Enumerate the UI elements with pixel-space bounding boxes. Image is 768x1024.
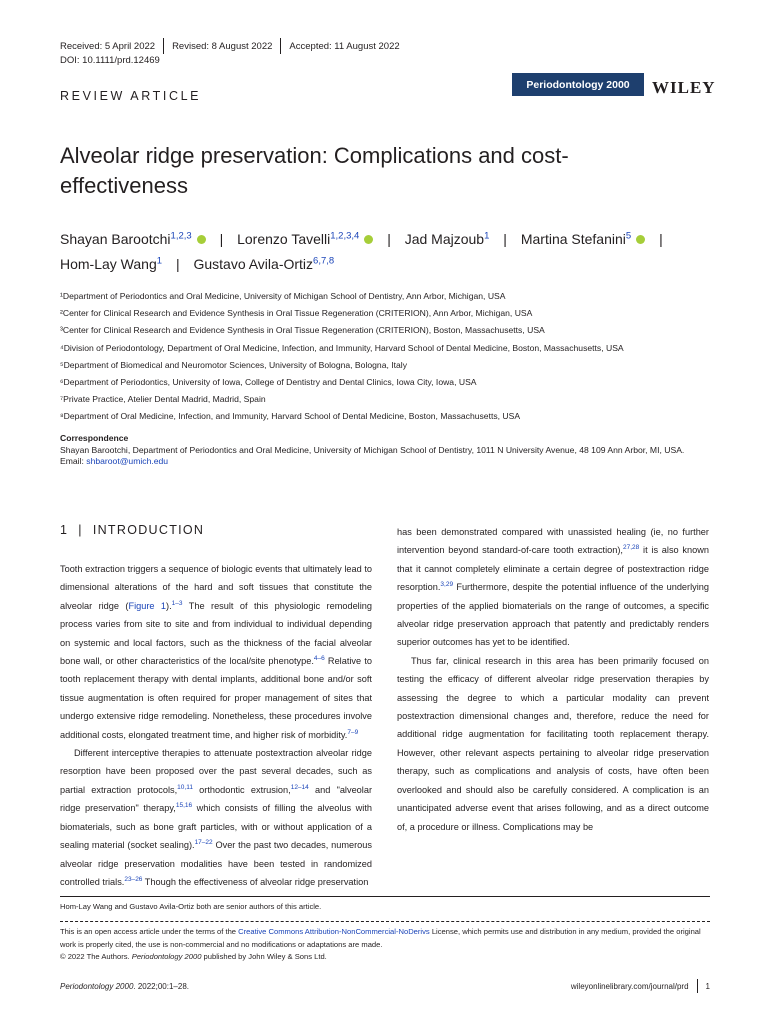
date-divider <box>280 38 281 54</box>
article-type: REVIEW ARTICLE <box>60 89 202 103</box>
body-text: on <box>551 600 566 611</box>
body-text: alveolar <box>397 619 430 630</box>
affiliations <box>60 288 710 426</box>
body-text: resorption. <box>397 582 441 593</box>
body-text: that <box>397 563 413 574</box>
author-separator: | <box>503 231 507 247</box>
body-text: a <box>666 600 675 611</box>
body-text: and "alveolar ridge preservation" therapy, <box>60 784 372 814</box>
body-text: postextraction <box>623 563 685 574</box>
author-affil-sup[interactable]: 1,2,3,4 <box>330 230 360 242</box>
body-text: beyond <box>444 545 479 556</box>
body-text: which consists of filling the alveolus with biomaterials, such as bone graft particles, with or without application of a sealing material (socket sealing). <box>60 803 372 851</box>
body-text: yet <box>489 637 505 648</box>
body-text: Furthermore, <box>453 582 510 593</box>
body-text: superior <box>397 637 431 648</box>
license-link[interactable]: Creative Commons Attribution-NonCommercial-NoDerivs <box>238 927 430 936</box>
footnote-divider <box>60 921 710 922</box>
email-link[interactable]: shbaroot@umich.edu <box>86 456 169 466</box>
revised-date: Revised: 8 August 2022 <box>172 40 273 52</box>
date-divider <box>163 38 164 54</box>
body-text: Though the effectiveness of alveolar ridge preservation <box>142 876 369 887</box>
body-text: Different interceptive therapies to attenuate postextraction alveolar ridge resorption have been proposed over the past several decades, such as partial extraction protocols, <box>60 748 372 795</box>
page-footer <box>60 979 710 993</box>
license-note <box>60 926 710 964</box>
paragraph <box>397 523 709 652</box>
publisher-logo: WILEY <box>652 78 716 97</box>
copyright-journal: Periodontology 2000 <box>131 952 202 962</box>
author-separator: | <box>659 231 663 247</box>
body-text: known <box>678 545 709 556</box>
body-text: preservation <box>453 619 509 630</box>
accepted-date: Accepted: 11 August 2022 <box>289 40 400 52</box>
body-text: compared <box>497 527 543 537</box>
footer-right <box>571 979 710 993</box>
body-text: despite <box>509 582 543 593</box>
author-name: Hom-Lay Wang <box>60 256 157 272</box>
author-list <box>60 227 710 277</box>
body-text: further <box>677 527 709 537</box>
citation-link[interactable]: 27,28 <box>623 544 640 552</box>
body-text: a <box>540 563 549 574</box>
body-text: the <box>647 582 664 593</box>
section-number: 1 <box>60 523 69 537</box>
body-text: it <box>639 545 648 556</box>
affiliation: ¹Department of Periodontics and Oral Medicine, University of Michigan School of Dentistry, Ann Arbor, Michigan, USA <box>60 291 506 301</box>
body-text: specific <box>674 600 710 611</box>
correspondence-email-line <box>60 456 710 468</box>
author-affil-sup[interactable]: 1,2,3 <box>170 230 192 242</box>
title-line: Alveolar ridge preservation: Complications and cost- <box>60 143 569 168</box>
body-text: intervention <box>397 545 445 556</box>
body-text: certain <box>548 563 581 574</box>
paragraph: Thus far, clinical research in this area has been primarily focused on testing the efficacy of different alveolar ridge preservation therapies by assessing the degree to which a particular modality can prevent postextraction dimensional changes and, therefore, reduce the need for additional ridge augmentation for facilitating tooth replacement therapy. However, other relevant aspects pertaining to alveolar ridge preservation therapy, such as complications and analysis of costs, have often been overlooked and should also be carefully considered. A complication is an unanticipated adverse event that arises following, and as a direct outcome of, a procedure or illness. Complications may be <box>397 655 709 832</box>
body-text: eliminate <box>499 563 541 574</box>
body-text: to <box>504 637 515 648</box>
footer-divider <box>697 979 698 993</box>
body-text: be <box>515 637 528 648</box>
body-text: extraction), <box>573 545 623 556</box>
footnote-rule <box>60 896 710 897</box>
correspondence-text: Shayan Barootchi, Department of Periodontics and Oral Medicine, University of Michigan School of Dentistry, 1011 N University Avenue, 48 109 Ann Arbor, MI, USA. <box>60 444 685 455</box>
body-text: the <box>449 600 466 611</box>
body-text: healing <box>611 527 647 537</box>
body-text: that <box>550 619 570 630</box>
body-text: Relative to tooth replacement therapy with dental implants, additional bone and/or soft tissue augmentation is often required for proper management of sites that undergo extensive ridge remodeling. Nonetheless, these procedures involve additional costs, elongated treatment time, and higher risk of morbidity. <box>60 656 372 740</box>
body-text: The result of this physiologic remodeling process varies from site to site and from individual to individual depending on systemic and local factors, such as the thickness of the facial alveolar bone wall, or other characteristics of the local/site phenotype. <box>60 600 372 667</box>
body-text: orthodontic extrusion, <box>192 784 291 795</box>
license-text-part: This is an open access article under the terms of the <box>60 927 239 936</box>
paragraph <box>60 744 372 891</box>
affiliation: ⁵Department of Biomedical and Neuromotor Sciences, University of Bologna, Bologna, Italy <box>60 359 408 370</box>
body-text: underlying <box>663 582 709 593</box>
affiliation: ³Center for Clinical Research and Evidence Synthesis in Oral Tissue Regeneration (CRITERION), Boston, Massachusetts, USA <box>60 325 545 336</box>
body-text: the <box>542 582 559 593</box>
citation-link[interactable]: 4–6 <box>313 654 325 662</box>
author-affil-sup[interactable]: 5 <box>625 230 632 242</box>
body-text: patently <box>569 619 607 630</box>
article-title <box>60 141 660 201</box>
body-text: it <box>412 563 421 574</box>
section-separator: | <box>78 523 83 537</box>
citation-link[interactable]: 3,29 <box>440 581 454 589</box>
author-name: Martina Stefanini <box>520 231 626 247</box>
footer-url[interactable]: wileyonlinelibrary.com/journal/prd <box>570 981 689 991</box>
body-text: has <box>397 527 412 537</box>
body-text: has <box>472 637 490 648</box>
body-text: approach <box>508 619 551 630</box>
affiliation: ⁸Department of Oral Medicine, Infection, and Immunity, Harvard School of Dental Medicine, Boston, Massachusetts, USA <box>60 411 521 422</box>
paragraph <box>60 560 372 744</box>
page-number: 1 <box>705 981 710 991</box>
body-text: predictably <box>625 619 674 630</box>
body-text: renders <box>673 619 709 630</box>
author-affil-sup[interactable]: 6,7,8 <box>313 255 335 267</box>
senior-authors-note: Hom-Lay Wang and Gustavo Avila-Ortiz both are senior authors of this article. <box>60 902 322 911</box>
body-text: the <box>565 600 582 611</box>
copyright-line <box>60 951 710 964</box>
author-name: Jad Majzoub <box>404 231 485 247</box>
title-line: effectiveness <box>60 173 189 198</box>
orcid-icon[interactable] <box>364 235 373 244</box>
footer-citation-text: . 2022;00:1–28. <box>133 981 189 991</box>
body-text: with <box>542 527 564 537</box>
body-text: (ie, <box>646 527 664 537</box>
body-text: degree <box>580 563 613 574</box>
footer-journal: Periodontology 2000 <box>60 981 134 991</box>
author-separator: | <box>219 231 224 247</box>
body-text: been <box>411 527 437 537</box>
affiliation: ⁶Department of Periodontics, University of Iowa, College of Dentistry and Dental Clinics, Iowa City, Iowa, USA <box>60 377 477 388</box>
body-text: properties <box>397 600 438 611</box>
body-text: cannot <box>420 563 452 574</box>
citation-link[interactable]: 1–3 <box>171 599 183 607</box>
author-name: Shayan Barootchi <box>60 231 171 247</box>
body-column-right <box>397 523 709 836</box>
citation-link[interactable]: 12–14 <box>290 783 309 791</box>
citation-link[interactable]: 15,16 <box>175 802 193 810</box>
body-text: of <box>612 563 624 574</box>
author-separator: | <box>175 256 180 272</box>
citation-link[interactable]: 17–22 <box>194 839 213 847</box>
body-text: potential <box>558 582 597 593</box>
correspondence-heading: Correspondence <box>60 433 129 443</box>
body-text: applied <box>465 600 499 611</box>
article-dates <box>60 38 400 54</box>
body-text: outcomes <box>430 637 473 648</box>
author-line <box>60 227 710 252</box>
affiliation: ²Center for Clinical Research and Evidence Synthesis in Oral Tissue Regeneration (CRITERION), Ann Arbor, Michigan, USA <box>60 308 533 319</box>
license-text <box>60 926 710 951</box>
body-text: Tooth extraction triggers a sequence of biologic events that ultimately lead to dimensional alterations of the hard and soft tissues that constitute the alveolar ridge ( <box>60 564 372 611</box>
author-name: Lorenzo Tavelli <box>237 231 331 247</box>
footer-citation <box>60 982 189 991</box>
section-title: INTRODUCTION <box>92 523 205 537</box>
body-text: also <box>658 545 679 556</box>
body-text: and <box>606 619 626 630</box>
author-separator: | <box>387 231 391 247</box>
figure-link[interactable]: Figure 1 <box>128 600 167 611</box>
journal-badge: Periodontology 2000 <box>512 73 644 96</box>
body-text: standard-of-care <box>478 545 550 556</box>
author-affil-sup[interactable]: 1 <box>484 230 490 242</box>
body-text: tooth <box>549 545 574 556</box>
received-date: Received: 5 April 2022 <box>60 40 156 52</box>
body-text: ). <box>166 600 172 611</box>
body-text: of <box>636 582 648 593</box>
email-label: Email: <box>60 456 87 466</box>
body-text: unassisted <box>563 527 612 537</box>
affiliation: ⁷Private Practice, Atelier Dental Madrid, Madrid, Spain <box>60 394 266 405</box>
body-text: no <box>663 527 678 537</box>
orcid-icon[interactable] <box>636 235 645 244</box>
body-text: identified. <box>527 637 570 648</box>
body-text: ridge <box>684 563 709 574</box>
copyright-text: © 2022 The Authors. <box>60 952 132 962</box>
body-column-left <box>60 560 372 891</box>
license-text-part: License, which permits use and distribution in any medium, provided the original work is properly cited, the use is non-commercial and no modifications or adaptations are made. <box>60 927 701 949</box>
body-text: completely <box>451 563 500 574</box>
affiliation: ⁴Division of Periodontology, Department of Oral Medicine, Infection, and Immunity, Harvard School of Dental Medicine, Boston, Massachusetts, USA <box>60 342 624 353</box>
body-text: is <box>647 545 659 556</box>
body-text: influence <box>596 582 637 593</box>
author-name: Gustavo Avila-Ortiz <box>193 256 314 272</box>
body-text: range <box>581 600 609 611</box>
body-text: Over the past two decades, numerous alveolar ridge preservation modalities have been tested in randomized controlled trials. <box>60 840 372 887</box>
correspondence <box>60 433 710 468</box>
body-text: ridge <box>429 619 454 630</box>
doi[interactable]: DOI: 10.1111/prd.12469 <box>60 55 160 66</box>
body-text: of <box>437 600 450 611</box>
author-line <box>60 252 710 277</box>
citation-link[interactable]: 23–26 <box>124 875 143 883</box>
body-text: biomaterials <box>498 600 552 611</box>
section-heading <box>60 523 204 537</box>
citation-link[interactable]: 7–9 <box>347 728 359 736</box>
body-text: outcomes, <box>620 600 667 611</box>
body-text: of <box>608 600 621 611</box>
copyright-text: published by John Wiley & Sons Ltd. <box>201 952 327 962</box>
author-affil-sup[interactable]: 1 <box>156 255 163 267</box>
orcid-icon[interactable] <box>197 235 206 244</box>
body-text: demonstrated <box>436 527 498 537</box>
citation-link[interactable]: 10,11 <box>177 783 193 791</box>
